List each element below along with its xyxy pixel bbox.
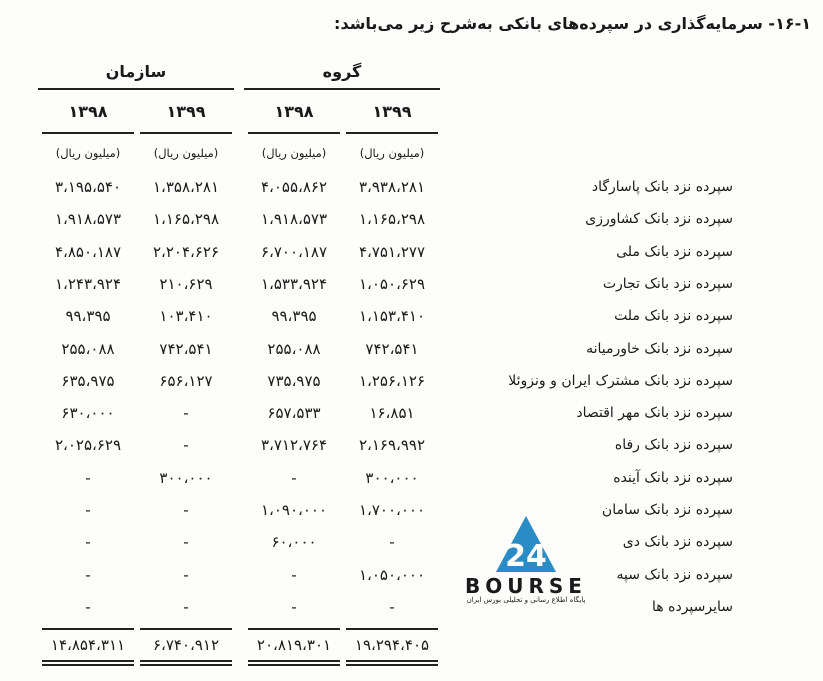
table-cell-o1398: ۲،۰۲۵،۶۲۹ (54, 436, 122, 455)
row-label: سپرده نزد بانک تجارت (602, 275, 733, 292)
group-header: گروه (322, 62, 362, 81)
unit-label: (میلیون ریال) (153, 146, 219, 160)
bourse-watermark-logo (452, 514, 600, 606)
total-bottom-line (346, 664, 438, 666)
total-bottom-line (42, 664, 134, 666)
year-underline (42, 132, 134, 134)
table-cell-o1398: ۲۵۵،۰۸۸ (61, 339, 115, 358)
table-cell-g1399: ۳،۹۳۸،۲۸۱ (358, 178, 426, 196)
total-group-1398: ۲۰،۸۱۹،۳۰۱ (256, 636, 332, 654)
table-cell-g1398: ۹۹،۳۹۵ (271, 307, 317, 326)
total-top-line (346, 628, 438, 630)
table-cell-g1399: ۱،۱۵۳،۴۱۰ (358, 307, 426, 326)
table-cell-o1399: ۷۴۲،۵۴۱ (159, 339, 213, 358)
table-cell-o1399: - (183, 565, 189, 584)
table-cell-o1398: - (85, 565, 91, 584)
table-cell-o1399: ۱۰۳،۴۱۰ (159, 307, 213, 326)
row-label: سپرده نزد بانک مشترک ایران و ونزوئلا (508, 372, 733, 389)
table-cell-o1399: - (183, 597, 189, 616)
table-cell-g1398: ۱،۹۱۸،۵۷۳ (260, 210, 328, 229)
table-cell-o1399: ۲،۲۰۴،۶۲۶ (152, 242, 220, 261)
row-label: سپرده نزد بانک سپه (616, 566, 733, 583)
bourse-logo-text: BOURSE (465, 574, 587, 598)
table-cell-o1398: - (85, 533, 91, 552)
organization-header: سازمان (105, 62, 167, 81)
total-bottom-line (248, 664, 340, 666)
unit-label: (میلیون ریال) (261, 146, 327, 160)
table-cell-o1398: ۴،۸۵۰،۱۸۷ (54, 242, 122, 261)
table-cell-g1398: ۱،۵۳۳،۹۲۴ (260, 274, 328, 293)
organization-underline (38, 88, 234, 90)
total-org-1399: ۶،۷۴۰،۹۱۲ (152, 636, 220, 654)
total-bottom-line (346, 660, 438, 662)
table-cell-o1399: - (183, 533, 189, 552)
table-cell-g1399: - (389, 597, 395, 616)
row-label: سپرده نزد بانک خاورمیانه (586, 340, 733, 357)
table-cell-o1399: ۶۵۶،۱۲۷ (159, 371, 213, 390)
table-cell-g1399: ۱،۰۵۰،۶۲۹ (358, 274, 426, 293)
table-cell-o1398: ۶۳۵،۹۷۵ (61, 371, 115, 390)
table-cell-o1398: - (85, 468, 91, 487)
total-bottom-line (140, 660, 232, 662)
unit-label: (میلیون ریال) (359, 146, 425, 160)
bourse-logo-icon (452, 514, 600, 576)
table-cell-o1399: - (183, 501, 189, 519)
row-label: سپرده نزد بانک رفاه (614, 437, 733, 454)
table-cell-g1398: ۶،۷۰۰،۱۸۷ (260, 242, 328, 261)
table-cell-g1398: - (291, 565, 297, 584)
table-cell-g1399: ۱،۷۰۰،۰۰۰ (358, 501, 426, 519)
table-cell-g1398: ۲۵۵،۰۸۸ (267, 339, 321, 358)
table-cell-g1399: ۱۶،۸۵۱ (369, 404, 415, 423)
table-cell-g1399: - (389, 533, 395, 552)
group-underline (244, 88, 440, 90)
row-label: سپرده نزد بانک آینده (613, 469, 733, 486)
year-header-group-1399: ۱۳۹۹ (372, 102, 412, 121)
table-cell-g1399: ۱،۱۶۵،۲۹۸ (358, 210, 426, 229)
table-cell-g1399: ۲،۱۶۹،۹۹۲ (358, 436, 426, 455)
table-cell-o1398: ۱،۲۴۳،۹۲۴ (54, 274, 122, 293)
table-cell-g1399: ۱،۰۵۰،۰۰۰ (358, 565, 426, 584)
row-label: سپرده نزد بانک کشاورزی (585, 211, 733, 228)
table-cell-g1398: ۷۳۵،۹۷۵ (267, 371, 321, 390)
table-cell-g1399: ۷۴۲،۵۴۱ (365, 339, 419, 358)
total-top-line (248, 628, 340, 630)
table-cell-g1398: ۳،۷۱۲،۷۶۴ (260, 436, 328, 455)
total-top-line (42, 628, 134, 630)
svg-text:24: 24 (505, 539, 547, 574)
table-cell-g1398: ۴،۰۵۵،۸۶۲ (260, 178, 328, 196)
table-cell-o1399: ۳۰۰،۰۰۰ (159, 468, 213, 487)
row-label: سپرده نزد بانک پاسارگاد (591, 179, 733, 195)
year-header-group-1398: ۱۳۹۸ (274, 102, 314, 121)
table-cell-o1398: ۹۹،۳۹۵ (65, 307, 111, 326)
table-cell-g1398: ۶۵۷،۵۳۳ (267, 404, 321, 423)
year-underline (346, 132, 438, 134)
year-underline (248, 132, 340, 134)
row-label: سایرسپرده ها (652, 598, 733, 615)
year-header-org-1398: ۱۳۹۸ (68, 102, 108, 121)
table-cell-g1399: ۱،۲۵۶،۱۲۶ (358, 371, 426, 390)
table-cell-o1399: - (183, 404, 189, 423)
table-cell-o1398: ۳،۱۹۵،۵۴۰ (54, 178, 122, 196)
table-cell-o1398: ۱،۹۱۸،۵۷۳ (54, 210, 122, 229)
table-cell-o1399: ۲۱۰،۶۲۹ (159, 274, 213, 293)
page-title: ۱۶-۱- سرمایه‌گذاری در سپرده‌های بانکی به‌شرح زیر می‌باشد: (334, 14, 811, 33)
table-cell-o1398: ۶۳۰،۰۰۰ (61, 404, 115, 423)
total-org-1398: ۱۴،۸۵۴،۳۱۱ (50, 636, 126, 654)
total-group-1399: ۱۹،۲۹۴،۴۰۵ (354, 636, 430, 654)
table-cell-g1398: ۶۰،۰۰۰ (271, 533, 317, 552)
table-cell-g1398: ۱،۰۹۰،۰۰۰ (260, 501, 328, 519)
unit-label: (میلیون ریال) (55, 146, 121, 160)
row-label: سپرده نزد بانک ملت (614, 308, 733, 325)
table-cell-o1399: - (183, 436, 189, 455)
row-label: سپرده نزد بانک دی (622, 534, 733, 551)
year-header-org-1399: ۱۳۹۹ (166, 102, 206, 121)
table-cell-g1398: - (291, 597, 297, 616)
table-cell-g1398: - (291, 468, 297, 487)
table-cell-o1398: - (85, 501, 91, 519)
row-label: سپرده نزد بانک ملی (616, 243, 733, 260)
table-cell-g1399: ۴،۷۵۱،۲۷۷ (358, 242, 426, 261)
bourse-logo-subtitle: پایگاه اطلاع رسانی و تحلیلی بورس ایران (466, 596, 586, 604)
year-underline (140, 132, 232, 134)
total-bottom-line (248, 660, 340, 662)
row-label: سپرده نزد بانک مهر اقتصاد (576, 405, 733, 422)
table-cell-o1399: ۱،۱۶۵،۲۹۸ (152, 210, 220, 229)
table-cell-o1399: ۱،۳۵۸،۲۸۱ (152, 178, 220, 196)
total-bottom-line (140, 664, 232, 666)
table-cell-o1398: - (85, 597, 91, 616)
table-cell-g1399: ۳۰۰،۰۰۰ (365, 468, 419, 487)
total-bottom-line (42, 660, 134, 662)
row-label: سپرده نزد بانک سامان (601, 502, 733, 518)
total-top-line (140, 628, 232, 630)
